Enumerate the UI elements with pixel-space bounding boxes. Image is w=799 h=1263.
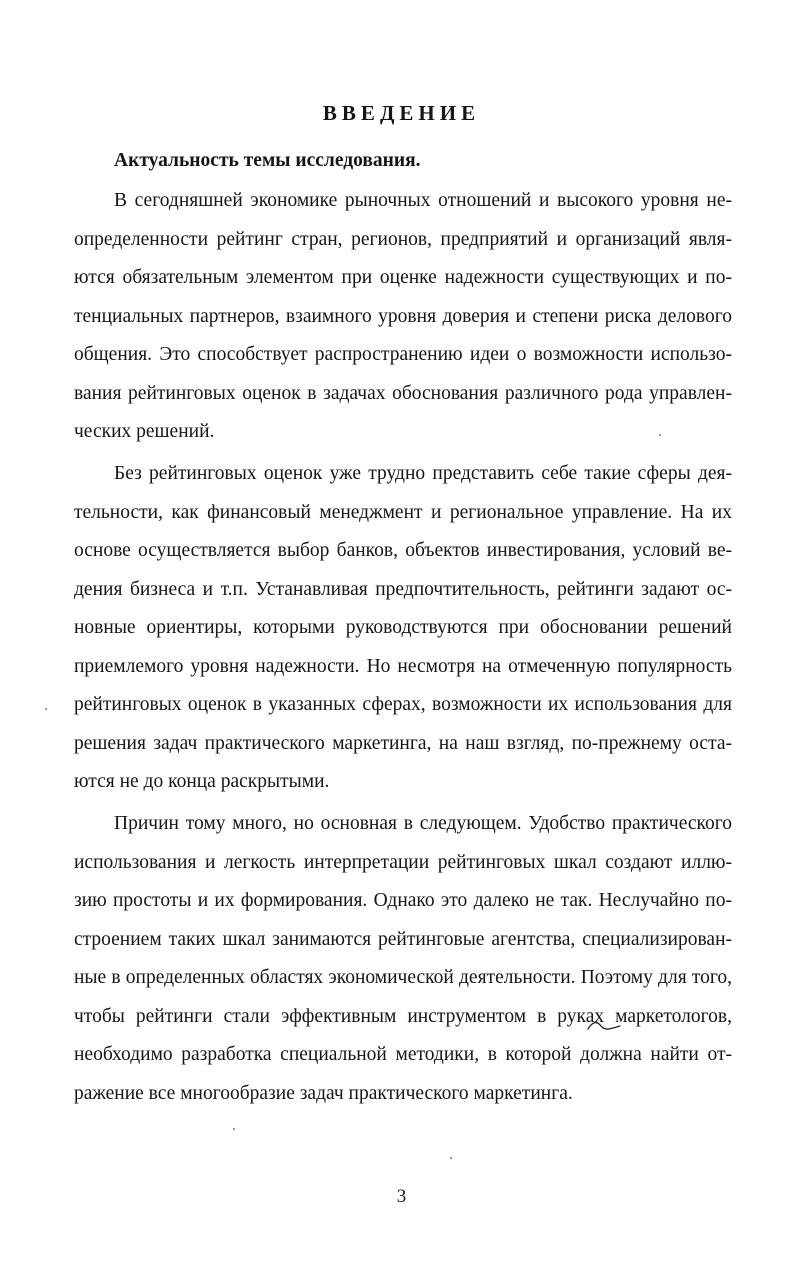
paragraph-1: В сегодняшней экономике рыночных отношений и высокого уровня неопределенности рейтинг стран, регионов, предприятий и организаций являются обязательным элементом при оценке надежности существующих и потенциальных партнеров, взаимного уровня доверия и степени риска делового общения. Это способствует распространению идеи о возможности использования рейтинговых оценок в задачах обоснования различного рода управленческих решений.: [74, 190, 732, 442]
page-title: ВВЕДЕНИЕ: [322, 101, 481, 125]
page-number: 3: [396, 1186, 407, 1207]
paragraph-2: Без рейтинговых оценок уже трудно представить себе такие сферы деятельности, как финансовый менеджмент и региональное управление. На их основе осуществляется выбор банков, объектов инвестирования, условий ведения бизнеса и т.п. Устанавливая предпочтительность, рейтинги задают основные ориентиры, которыми руководствуются при обосновании решений приемлемого уровня надежности. Но несмотря на отмеченную популярность рейтинговых оценок в указанных сферах, возможности их использования для решения задач практического маркетинга, на наш взгляд, по-прежнему остаются не до конца раскрытыми.: [74, 463, 732, 792]
scan-speck: [659, 434, 661, 436]
paragraph-3: Причин тому много, но основная в следующем. Удобство практического использования и легкость интерпретации рейтинговых шкал создают иллюзию простоты и их формирования. Однако это далеко не так. Неслучайно построением таких шкал занимаются рейтинговые агентства, специализированные в определенных областях экономической деятельности. Поэтому для того, чтобы рейтинги стали эффективным инструментом в руках маркетологов, необходимо разработка специальной методики, в которой должна найти отражение все многообразие задач практического маркетинга.: [74, 813, 732, 1104]
section-heading: Актуальность темы исследования.: [114, 150, 421, 171]
scan-speck: [45, 708, 47, 710]
scan-speck: [450, 1157, 452, 1159]
handwritten-mark-icon: [586, 1015, 622, 1033]
scan-speck: [233, 1128, 235, 1130]
